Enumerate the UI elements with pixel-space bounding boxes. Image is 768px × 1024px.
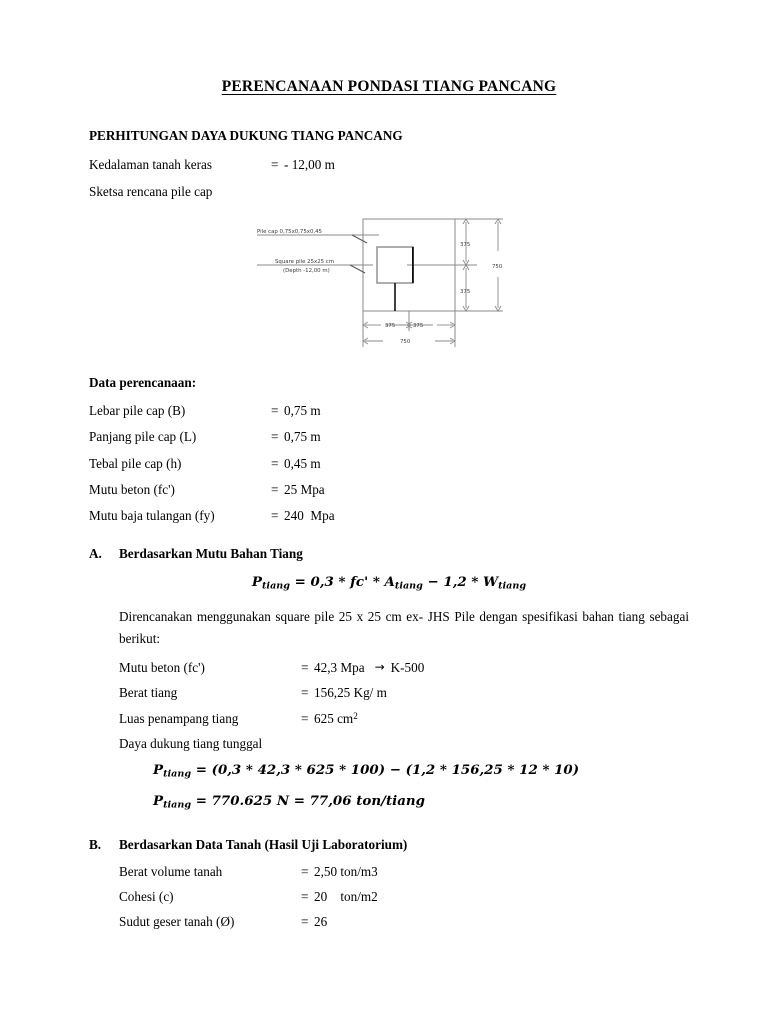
label-b-sudut-geser-tanah: Sudut geser tanah (Ø) (119, 914, 235, 930)
value-b-sudut-geser-tanah: 26 (314, 914, 328, 930)
row-b-berat-volume-tanah (119, 865, 689, 878)
section-a-body (119, 606, 689, 811)
value-a-mutu-beton-grade: K-500 (390, 660, 425, 676)
section-a-letter: A. (89, 546, 102, 562)
value-mutu-beton: 25 Mpa (284, 481, 325, 497)
label-kedalaman: Kedalaman tanah keras (89, 157, 213, 172)
label-a-berat-tiang: Berat tiang (119, 685, 178, 701)
value-a-berat-tiang: 156,25 Kg/ m (314, 685, 387, 701)
label-mutu-baja-tulangan: Mutu baja tulangan (fy) (89, 508, 215, 524)
page-title: PERENCANAAN PONDASI TIANG PANCANG (221, 78, 557, 95)
pile-cap-diagram (255, 213, 515, 353)
label-mutu-beton: Mutu beton (fc') (89, 481, 175, 497)
formula-p-tiang-calc1: $P_{tiang} = (0,3 * 42,3 * 625 * 100) - (1,2 * 156,25 * 12 * 10)$ (153, 761, 580, 780)
value-mutu-baja-tulangan: 240 Mpa (284, 508, 335, 524)
section-a-title: Berdasarkan Mutu Bahan Tiang (119, 546, 303, 562)
row-mutu-beton (89, 483, 689, 496)
equals-sign: = (271, 508, 279, 524)
section-a-paragraph: Direncanakan menggunakan square pile 25 x 25 cm ex- JHS Pile dengan spesifikasi bahan tiang sebagai berikut: (119, 608, 689, 647)
section-b-letter: B. (89, 836, 102, 852)
figure-dim-bottom-total: 750 (400, 339, 411, 346)
equals-sign: = (271, 455, 279, 471)
value-kedalaman: - 12,00 m (284, 157, 335, 172)
formula-p-tiang-calc2: $P_{tiang} = 770.625$ N = 77,06 ton/tiang (153, 793, 425, 811)
row-b-sudut-geser-tanah (119, 915, 689, 928)
equals-sign: = (271, 157, 279, 172)
row-kedalaman-tanah-keras (89, 158, 689, 171)
document-content (89, 78, 689, 941)
row-b-cohesi (119, 890, 689, 903)
figure-dim-right-total: 750 (492, 264, 503, 271)
row-tebal-pile-cap (89, 457, 689, 470)
row-a-daya-dukung-label (119, 737, 689, 750)
section-b-body (119, 865, 689, 929)
value-lebar-pile-cap: 0,75 m (284, 403, 321, 419)
value-tebal-pile-cap: 0,45 m (284, 455, 321, 471)
section-b-title: Berdasarkan Data Tanah (Hasil Uji Laboratorium) (119, 836, 408, 852)
data-perencanaan-heading: Data perencanaan: (89, 375, 197, 391)
sketch-caption: Sketsa rencana pile cap (89, 184, 213, 200)
equals-sign: = (301, 914, 309, 930)
value-b-berat-volume-tanah: 2,50 ton/m3 (314, 863, 378, 879)
row-lebar-pile-cap (89, 404, 689, 417)
figure-label-pilecap: Pile cap 0,75x0,75x0,45 (257, 229, 322, 236)
label-a-luas-penampang: Luas penampang tiang (119, 710, 239, 726)
figure-dim-right: 375 (413, 323, 424, 330)
equals-sign: = (271, 429, 279, 445)
figure-dim-top: 375 (460, 242, 471, 249)
equals-sign: = (301, 660, 309, 676)
equals-sign: = (301, 685, 309, 701)
row-a-mutu-beton (119, 661, 689, 674)
superscript-two: 2 (353, 710, 358, 721)
value-panjang-pile-cap: 0,75 m (284, 429, 321, 445)
figure-label-pile-line2: (Depth -12,00 m) (283, 268, 330, 275)
label-a-daya-dukung: Daya dukung tiang tunggal (119, 735, 263, 751)
value-b-cohesi: 20 ton/m2 (314, 889, 378, 905)
label-tebal-pile-cap: Tebal pile cap (h) (89, 455, 182, 471)
row-panjang-pile-cap (89, 430, 689, 443)
equals-sign: = (271, 481, 279, 497)
section-b-heading (89, 837, 689, 853)
equals-sign: = (301, 863, 309, 879)
section-a-heading (89, 546, 689, 562)
label-lebar-pile-cap: Lebar pile cap (B) (89, 403, 186, 419)
equals-sign: = (301, 710, 309, 726)
label-b-cohesi: Cohesi (c) (119, 889, 174, 905)
section-heading-perhitungan: PERHITUNGAN DAYA DUKUNG TIANG PANCANG (89, 128, 403, 143)
row-mutu-baja-tulangan (89, 509, 689, 522)
value-a-mutu-beton: 42,3 Mpa (314, 660, 365, 676)
value-a-luas-penampang: 625 cm (314, 710, 354, 726)
figure-dim-bottom: 375 (460, 289, 471, 296)
right-arrow-icon: → (374, 660, 385, 675)
figure-wrapper (89, 213, 689, 353)
equals-sign: = (271, 403, 279, 419)
figure-dim-left: 375 (385, 323, 396, 330)
label-panjang-pile-cap: Panjang pile cap (L) (89, 429, 197, 445)
row-a-berat-tiang (119, 686, 689, 699)
label-a-mutu-beton: Mutu beton (fc') (119, 660, 205, 676)
label-b-berat-volume-tanah: Berat volume tanah (119, 863, 223, 879)
figure-label-pile-line1: Square pile 25x25 cm (275, 259, 334, 266)
row-a-luas-penampang (119, 712, 689, 725)
equals-sign: = (301, 889, 309, 905)
formula-p-tiang-definition: $P_{tiang} = 0,3 * fc' * A_{tiang} - 1,2 * W_{tiang}$ (251, 574, 527, 592)
